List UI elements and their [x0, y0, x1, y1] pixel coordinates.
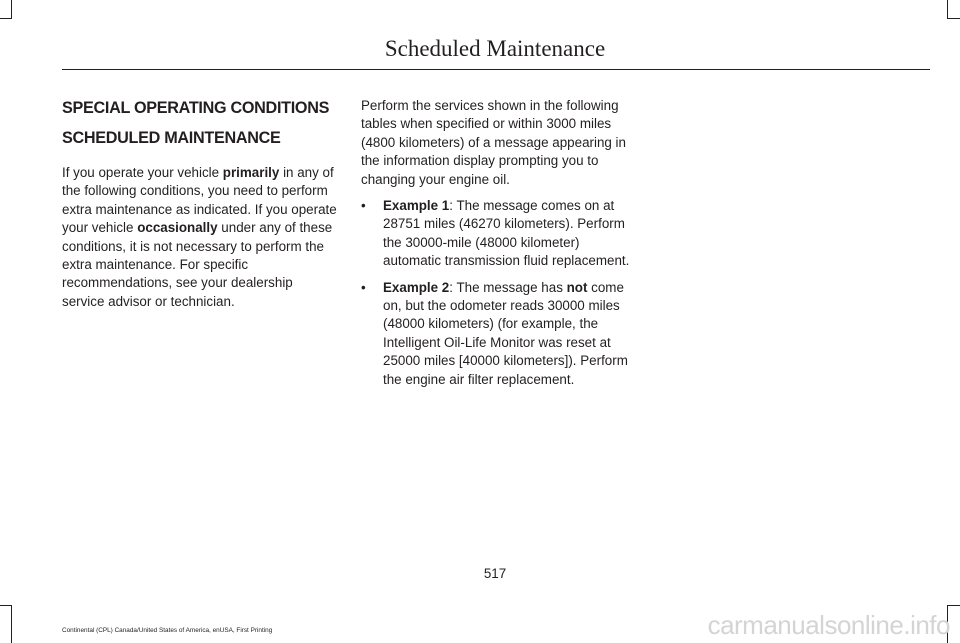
conditions-paragraph — [62, 164, 338, 311]
list-item — [361, 197, 637, 271]
watermark: carmanualsonline.info — [707, 610, 950, 640]
crop-mark-top-right — [947, 0, 948, 18]
crop-mark-top-right — [947, 18, 960, 19]
bullet-marker: • — [361, 198, 366, 214]
example-label: Example 2 — [383, 279, 450, 295]
example-list — [361, 197, 637, 389]
list-item — [361, 279, 637, 389]
print-footer: Continental (CPL) Canada/United States of America, enUSA, First Printing — [62, 627, 273, 634]
page-header-title: Scheduled Maintenance — [384, 36, 606, 61]
para-text: under any of these conditions, it is not necessary to perform the extra maintenance. For specific recommendations, see your dealership service advisor or technician. — [62, 220, 333, 309]
para-text: If you operate your vehicle — [62, 165, 223, 180]
crop-mark-bottom-left — [11, 605, 12, 643]
section-heading: SPECIAL OPERATING CONDITIONS — [62, 99, 330, 117]
crop-mark-bottom-right — [947, 605, 960, 606]
example-label: Example 1 — [383, 198, 450, 214]
crop-mark-top-left — [0, 18, 12, 19]
right-column — [361, 97, 637, 397]
example-text: : The message comes on at 28751 miles (46270 kilometers). Perform the 30000-mile (48000 kilometer) automatic transmission fluid replacement. — [383, 198, 630, 269]
emphasis-not: not — [566, 279, 588, 295]
page-number: 517 — [483, 566, 507, 581]
section-subheading: SCHEDULED MAINTENANCE — [62, 129, 281, 147]
left-column — [62, 97, 338, 311]
header-rule — [62, 69, 930, 70]
emphasis-primarily: primarily — [222, 165, 280, 180]
bullet-marker: • — [361, 279, 366, 295]
example-text: come on, but the odometer reads 30000 miles (48000 kilometers) (for example, the Intelligent Oil-Life Monitor was reset at 25000 miles [40000 kilometers]). Perform the engine air filter replacement. — [383, 279, 628, 387]
example-text: : The message has — [449, 279, 567, 295]
services-intro-paragraph: Perform the services shown in the following tables when specified or within 3000 miles (4800 kilometers) of a message appearing in the information display prompting you to changing your engine oil. — [361, 98, 626, 187]
para-text: in any of the following conditions, you need to perform extra maintenance as indicated. If you operate your vehicle — [62, 165, 337, 236]
crop-mark-top-left — [11, 0, 12, 18]
emphasis-occasionally: occasionally — [137, 220, 218, 236]
